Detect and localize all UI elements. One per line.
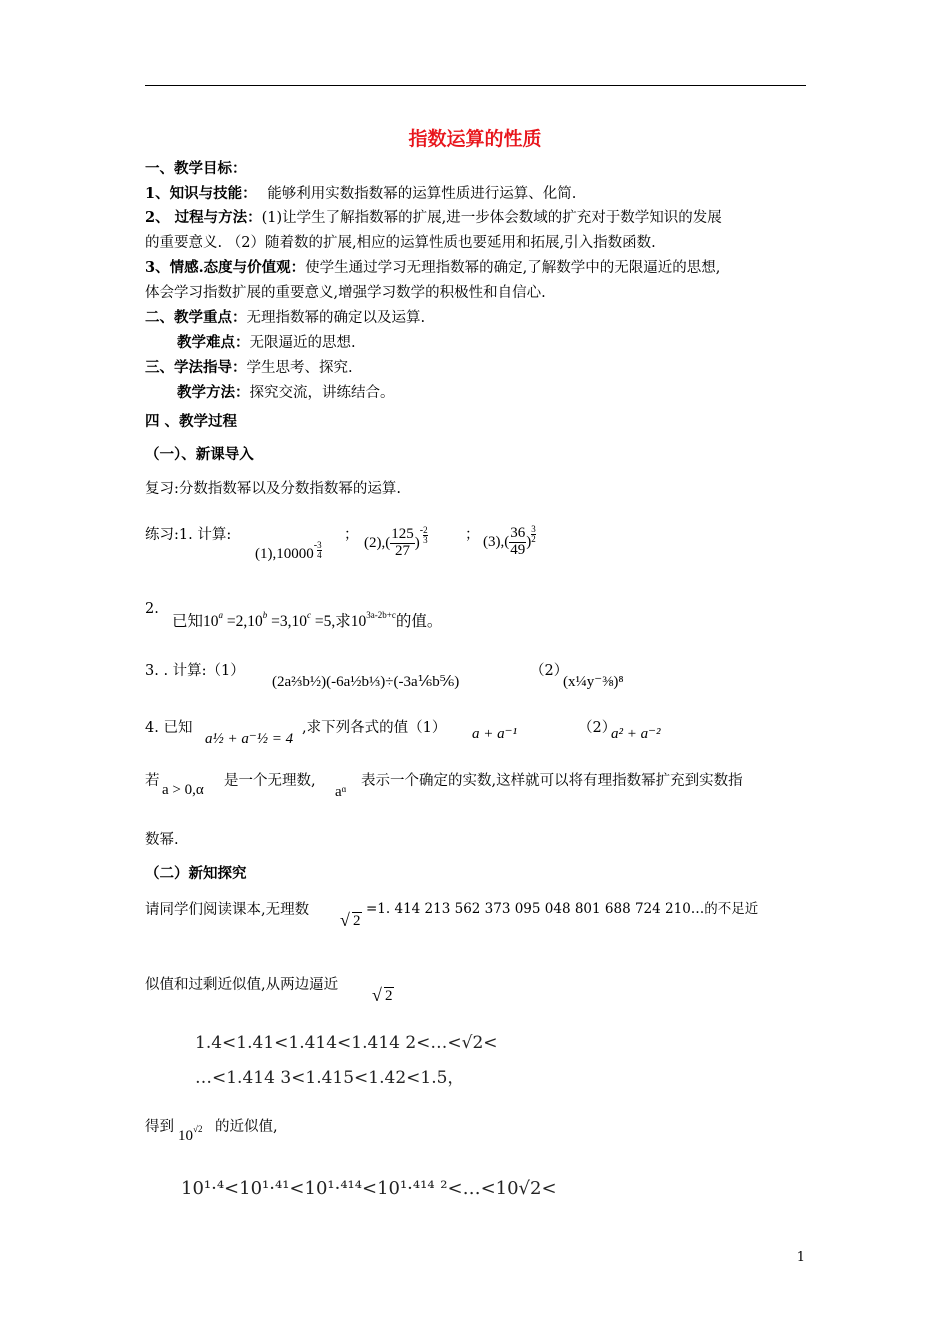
- sqrt-icon-2: [374, 988, 394, 1005]
- part-heading-1: （一）、新课导入: [145, 446, 254, 463]
- exercise-1-base: (1),10000: [255, 546, 314, 562]
- exercise-2-exponent: [423, 526, 428, 545]
- inequality-line-2: …<1.414 3<1.415<1.42<1.5，: [195, 1068, 465, 1088]
- approx-sqrt2: [374, 988, 394, 1005]
- question-2-exp-c: c: [307, 610, 312, 620]
- exercise-label: 练习:1. 计算:: [145, 527, 232, 543]
- exercise-2-fraction: [390, 527, 415, 560]
- exercise-1-exponent: [317, 541, 322, 560]
- goal-3-label: 3、情感.态度与价值观：: [145, 259, 306, 276]
- question-2-number: 2.: [145, 601, 159, 617]
- key-point-text: 无理指数幂的确定以及运算.: [246, 310, 426, 326]
- difficulty-text: 无限逼近的思想.: [249, 335, 356, 351]
- question-2-part-e: 的值。: [395, 613, 443, 630]
- exercise-2-numerator: 125: [391, 526, 414, 543]
- goal-2-label: 2、 过程与方法：: [145, 209, 262, 226]
- get-text-2: 的近似值,: [215, 1119, 278, 1135]
- difficulty-label: 教学难点：: [177, 334, 250, 351]
- exercise-3-close: ): [526, 534, 532, 551]
- question-2-exp-sum: 3a-2b+c: [366, 610, 396, 620]
- exercise-1-exp-den: 4: [317, 550, 322, 560]
- exercise-3-exponent: [531, 525, 536, 544]
- review-text: 复习:分数指数幂以及分数指数幂的运算.: [145, 481, 401, 497]
- exercise-2-exp-den: 3: [423, 535, 428, 545]
- exercise-3-exp-num: 3: [531, 524, 536, 534]
- question-3-expr-1: (2a⅔b½)(-6a½b⅓)÷(-3a⅙b⅚): [272, 674, 460, 690]
- exercise-3-exp-den: 2: [531, 534, 536, 544]
- exercise-2-prefix: (2),(: [364, 535, 391, 552]
- extension-text-1: 是一个无理数,: [224, 773, 316, 789]
- extension-a-alpha: aᵅ: [335, 784, 347, 800]
- header-rule: [145, 85, 806, 86]
- read-text: 请同学们阅读课本,无理数: [145, 902, 310, 918]
- study-guide-label: 三、学法指导：: [145, 359, 247, 376]
- goal-2-cont: 的重要意义. （2）随着数的扩展,相应的运算性质也要延用和拓展,引入指数函数.: [145, 235, 656, 251]
- section-heading-1: 一、教学目标：: [145, 160, 247, 177]
- goal-3-text: 使学生通过学习无理指数幂的确定,了解数学中的无限逼近的思想,: [305, 260, 721, 276]
- teaching-method-label: 教学方法：: [177, 384, 250, 401]
- ten-exponent: √2: [193, 1124, 203, 1134]
- sqrt2-expr: [342, 913, 362, 930]
- exercise-2-exp-num: 2: [423, 525, 428, 535]
- page-number: 1: [796, 1250, 805, 1265]
- question-2-part-b: =2,10: [223, 613, 263, 630]
- exercise-2-close: ): [414, 535, 420, 552]
- semicolon-2: ；: [465, 527, 480, 543]
- question-3-label: 3. . 计算:（1）: [145, 663, 245, 679]
- question-2-exp-b: b: [262, 610, 268, 620]
- extension-ruo: 若: [145, 773, 160, 789]
- goal-2: [145, 211, 722, 226]
- ten-pow-sqrt2: [178, 1124, 203, 1145]
- question-4-expr-2: a² + a⁻²: [611, 726, 661, 742]
- exercise-1-sign: -: [313, 540, 318, 551]
- goal-1-text: 能够利用实数指数幂的运算性质进行运算、化简.: [267, 186, 577, 202]
- goal-2-text: (1)让学生了解指数幂的扩展,进一步体会数域的扩充对于数学知识的发展: [261, 210, 722, 226]
- semicolon-1: ；: [344, 527, 359, 543]
- question-2-expr: [172, 609, 442, 631]
- exercise-1-exp-num: 3: [317, 540, 322, 550]
- part-heading-2: （二）新知探究: [145, 865, 247, 882]
- extension-text-2: 表示一个确定的实数,这样就可以将有理指数幂扩充到实数指: [361, 773, 743, 789]
- question-4-text: ,求下列各式的值（1）: [302, 720, 447, 736]
- key-point-label: 二、教学重点：: [145, 309, 247, 326]
- question-3-part-2: （2）: [530, 663, 569, 679]
- exercise-1-expr: [255, 540, 322, 563]
- study-guide-text: 学生思考、探究.: [246, 360, 353, 376]
- teaching-method: [177, 386, 395, 401]
- study-guide: [145, 361, 353, 376]
- question-4-part-2: （2）: [578, 720, 617, 736]
- question-4-label: 4. 已知: [145, 720, 193, 736]
- ten-base: 10: [178, 1128, 193, 1144]
- goal-1-label: 1、知识与技能：: [145, 185, 257, 202]
- goal-1: [145, 187, 576, 202]
- difficulty: [177, 336, 356, 351]
- exercise-2-expr: [364, 525, 428, 560]
- approx-text: 似值和过剩近似值,从两边逼近: [145, 977, 339, 993]
- question-2-part-a: 已知10: [172, 613, 219, 630]
- question-2-part-c: =3,10: [267, 613, 308, 630]
- question-4-condition: a½ + a⁻½ = 4: [205, 731, 294, 747]
- exercise-3-expr: [483, 525, 536, 559]
- question-4-expr-1: a + a⁻¹: [472, 726, 518, 742]
- question-2-exp-a: a: [218, 610, 224, 620]
- section-heading-4: 四 、教学过程: [145, 413, 238, 430]
- sqrt2-radicand: 2: [353, 913, 361, 929]
- inequality-line-3: 10¹·⁴<10¹·⁴¹<10¹·⁴¹⁴<10¹·⁴¹⁴ ²<…<10√2<: [181, 1178, 557, 1199]
- exercise-2-sign: -: [419, 525, 424, 536]
- goal-3: [145, 261, 720, 276]
- question-3-expr-2: (x¼y⁻⅜)⁸: [563, 674, 624, 690]
- extension-text-3: 数幂.: [145, 832, 179, 848]
- exercise-3-prefix: (3),(: [483, 534, 510, 551]
- sqrt-icon: [342, 913, 362, 930]
- page-title: 指数运算的性质: [408, 128, 542, 150]
- get-text: 得到: [145, 1119, 174, 1135]
- exercise-3-denominator: 49: [510, 542, 526, 559]
- exercise-3-fraction: [509, 526, 526, 559]
- exercise-2-denominator: 27: [395, 543, 410, 560]
- teaching-method-text: 探究交流，讲练结合。: [249, 385, 395, 401]
- inequality-line-1: 1.4<1.41<1.414<1.414 2<…<√2<: [195, 1033, 498, 1053]
- extension-condition: a > 0,α: [162, 782, 204, 798]
- sqrt2-value: =1. 414 213 562 373 095 048 801 688 724 210…的不足近: [366, 901, 759, 917]
- goal-3-cont: 体会学习指数扩展的重要意义,增强学习数学的积极性和自信心.: [145, 285, 546, 301]
- question-2-part-d: =5,求10: [311, 613, 367, 630]
- key-point: [145, 311, 425, 326]
- approx-radicand: 2: [385, 988, 393, 1004]
- exercise-3-numerator: 36: [510, 525, 526, 542]
